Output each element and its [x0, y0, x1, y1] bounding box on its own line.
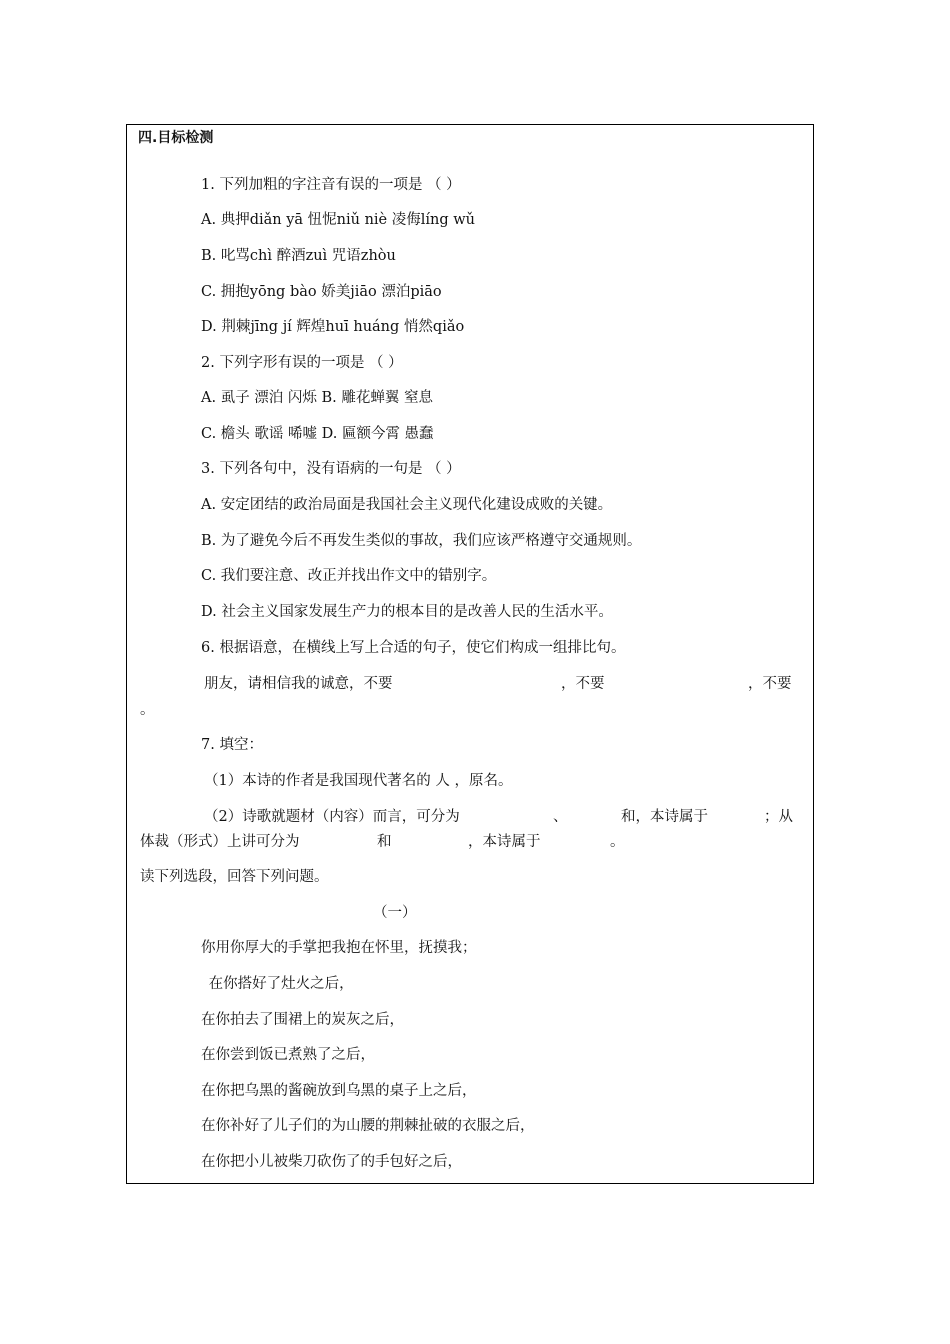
poem-line: 在你尝到饭已煮熟了之后， [201, 1047, 375, 1063]
reading-intro: 读下列选段，回答下列问题。 [140, 869, 329, 885]
q7-sub2-e: 体裁（形式）上讲可分为 [140, 834, 300, 850]
q3-option-d: D. 社会主义国家发展生产力的根本目的是改善人民的生活水平。 [201, 604, 613, 620]
q1-option-c: C. 拥抱yōng bào 娇美jiāo 漂泊piāo [201, 284, 442, 300]
q6-stem: 6. 根据语意，在横线上写上合适的句子，使它们构成一组排比句。 [201, 640, 626, 656]
poem-line: 你用你厚大的手掌把我抱在怀里，抚摸我； [201, 940, 477, 956]
q2-options-ab: A. 虱子 漂泊 闪烁 B. 雕花蝉翼 窒息 [201, 390, 433, 406]
q3-option-b: B. 为了避免今后不再发生类似的事故，我们应该严格遵守交通规则。 [201, 533, 642, 549]
q7-stem: 7. 填空： [201, 737, 263, 753]
poem-line: 在你补好了儿子们的为山腰的荆棘扯破的衣服之后， [201, 1118, 535, 1134]
q1-option-d: D. 荆棘jīng jí 辉煌huī huáng 悄然qiǎo [201, 319, 465, 335]
poem-line: 在你把乌黑的酱碗放到乌黑的桌子上之后， [201, 1083, 477, 1099]
poem-line: 在你拍去了围裙上的炭灰之后， [201, 1012, 404, 1028]
q3-option-c: C. 我们要注意、改正并找出作文中的错别字。 [201, 568, 497, 584]
q1-stem: 1. 下列加粗的字注音有误的一项是 （ ） [201, 177, 461, 193]
q7-sub2-d: ；从 [764, 809, 793, 825]
poem-line: 在你把小儿被柴刀砍伤了的手包好之后， [201, 1154, 462, 1170]
q7-sub2-h: 。 [610, 834, 625, 850]
q7-sub1: （1）本诗的作者是我国现代著名的 人 ，原名。 [204, 773, 513, 789]
q6-end: 。 [140, 702, 155, 718]
q1-option-b: B. 叱骂chì 醉酒zuì 咒语zhòu [201, 248, 396, 264]
section-title: 四.目标检测 [138, 130, 214, 146]
reading-part-title: （一） [373, 905, 417, 921]
q7-sub2-a: （2）诗歌就题材（内容）而言，可分为 [204, 809, 460, 825]
q7-sub2-f: 和 [377, 834, 392, 850]
q6-part2: ，不要 [561, 676, 605, 692]
q2-options-cd: C. 檐头 歌谣 唏嘘 D. 匾额今霄 愚蠢 [201, 426, 434, 442]
poem-line: 在你搭好了灶火之后， [204, 976, 354, 992]
q3-option-a: A. 安定团结的政治局面是我国社会主义现代化建设成败的关键。 [201, 497, 613, 513]
q1-option-a: A. 典押diǎn yā 忸怩niǔ niè 凌侮líng wǔ [201, 212, 475, 228]
q6-part3: ，不要 [748, 676, 792, 692]
q6-part1: 朋友，请相信我的诚意，不要 [204, 676, 393, 692]
q7-sub2-g: ，本诗属于 [468, 834, 541, 850]
q3-stem: 3. 下列各句中，没有语病的一句是 （ ） [201, 461, 461, 477]
q7-sub2-c: 和，本诗属于 [621, 809, 708, 825]
q7-sub2-b: 、 [553, 809, 568, 825]
q2-stem: 2. 下列字形有误的一项是 （ ） [201, 355, 403, 371]
